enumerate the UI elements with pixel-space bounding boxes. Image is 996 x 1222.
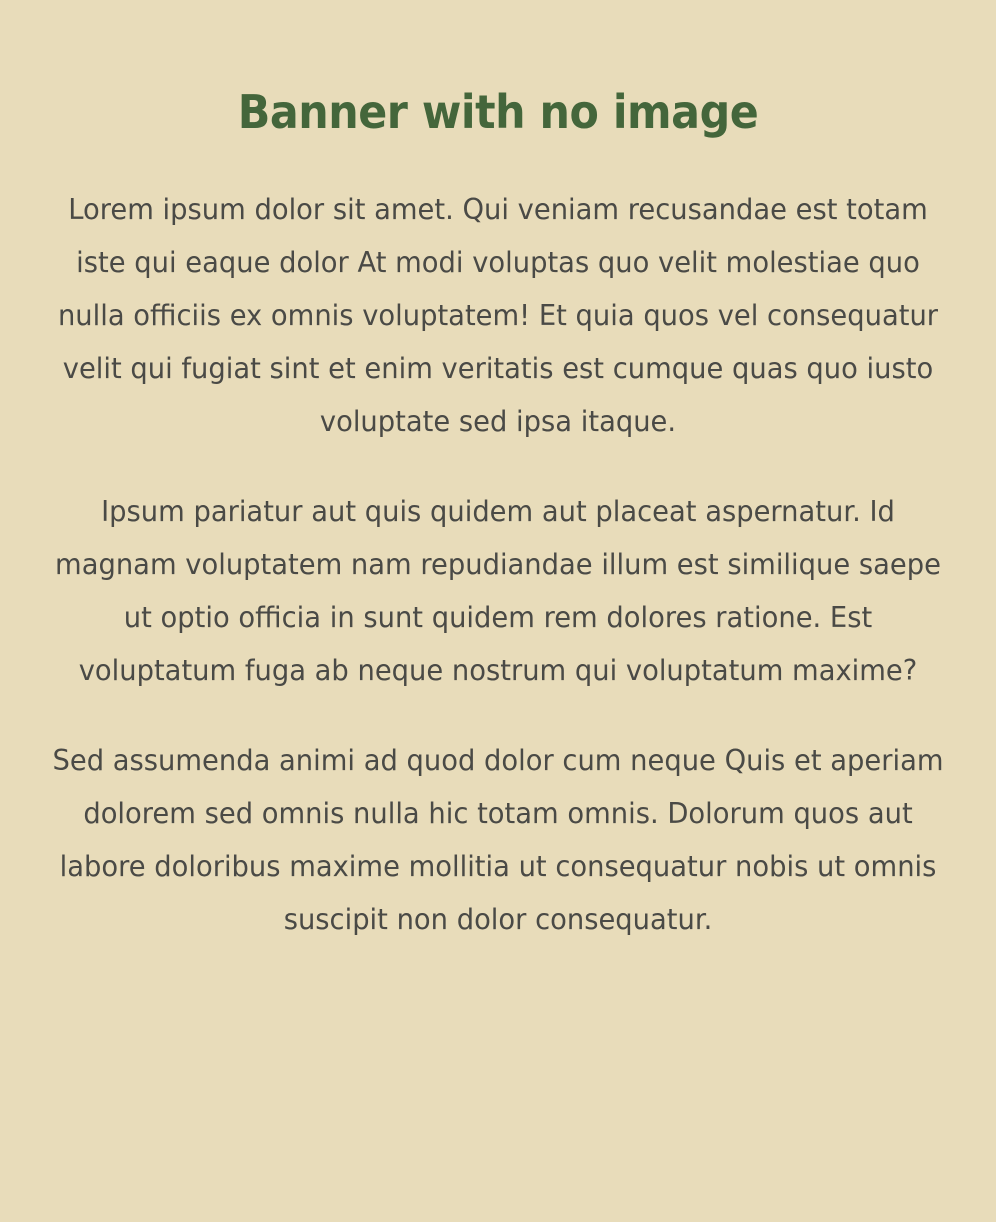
banner-paragraph: Ipsum pariatur aut quis quidem aut placeat aspernatur. Id magnam voluptatem nam repudiandae illum est similique saepe ut optio officia in sunt quidem rem dolores ratione. Est voluptatum fuga ab neque nostrum qui voluptatum maxime? [55, 494, 941, 687]
banner-body [28, 183, 968, 946]
banner-paragraph: Lorem ipsum dolor sit amet. Qui veniam recusandae est totam iste qui eaque dolor At modi voluptas quo velit molestiae quo nulla officiis ex omnis voluptatem! Et quia quos vel consequatur velit qui fugiat sint et enim veritatis est cumque quas quo iusto voluptate sed ipsa itaque. [57, 192, 939, 438]
banner-paragraph: Sed assumenda animi ad quod dolor cum neque Quis et aperiam dolorem sed omnis nulla hic totam omnis. Dolorum quos aut labore doloribus maxime mollitia ut consequatur nobis ut omnis suscipit non dolor consequatur. [52, 743, 944, 936]
banner-title: Banner with no image [237, 85, 759, 139]
